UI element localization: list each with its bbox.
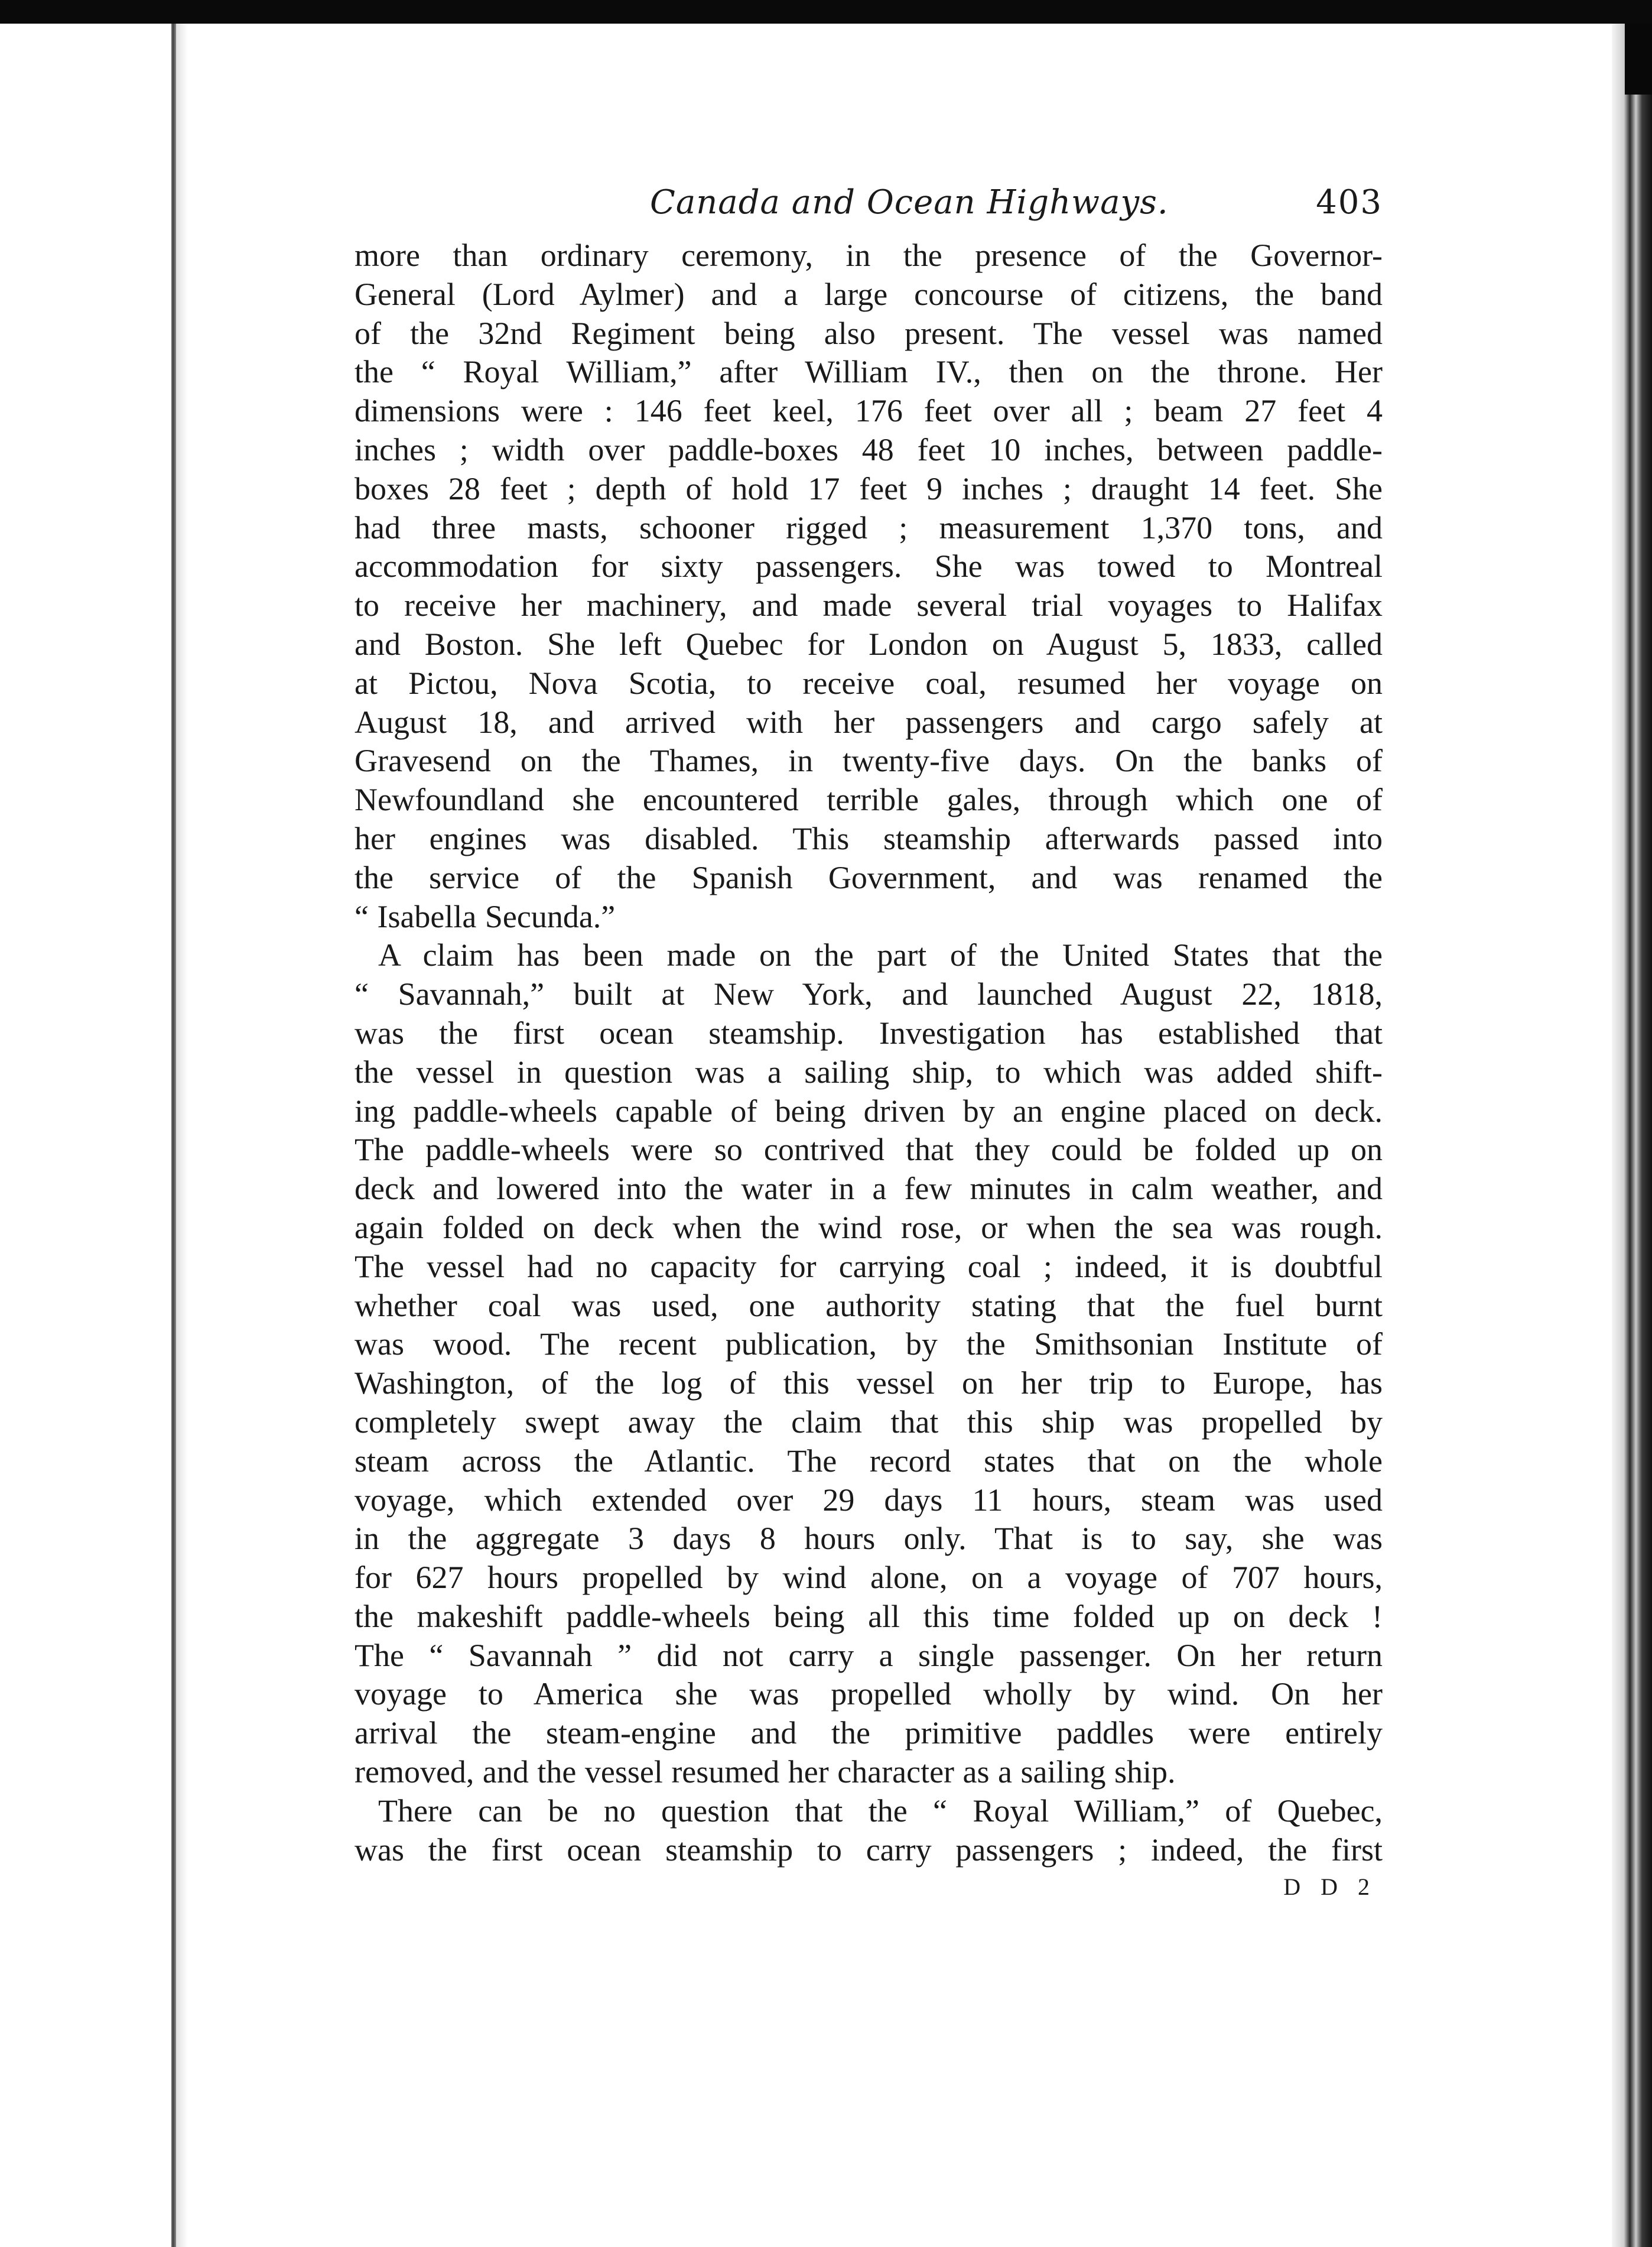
text-line: in the aggregate 3 days 8 hours only. That is to say, she was xyxy=(355,1521,1383,1557)
text-line: the “ Royal William,” after William IV., then on the throne. Her xyxy=(355,354,1383,390)
text-line: had three masts, schooner rigged ; measurement 1,370 tons, and xyxy=(355,509,1383,545)
text-line: voyage, which extended over 29 days 11 hours, steam was used xyxy=(355,1482,1383,1518)
scan-corner-artifact xyxy=(1625,24,1652,95)
running-title: Canada and Ocean Highways. xyxy=(650,183,1169,222)
paragraph-end-line: “ Isabella Secunda.” xyxy=(355,898,616,934)
text-line: again folded on deck when the wind rose, or when the sea was rough. xyxy=(355,1209,1383,1245)
text-line: General (Lord Aylmer) and a large concourse of citizens, the band xyxy=(355,276,1383,312)
text-line: Newfoundland she encountered terrible gales, through which one of xyxy=(355,782,1383,818)
text-line: Washington, of the log of this vessel on her trip to Europe, has xyxy=(355,1365,1383,1401)
text-line: was the first ocean steamship. Investigation has established that xyxy=(355,1015,1383,1051)
text-line: inches ; width over paddle-boxes 48 feet 10 inches, between paddle- xyxy=(355,431,1383,467)
running-head xyxy=(355,171,1383,236)
text-line: August 18, and arrived with her passengers and cargo safely at xyxy=(355,704,1383,740)
scan-left-page-edge xyxy=(171,24,176,2247)
text-line: accommodation for sixty passengers. She was towed to Montreal xyxy=(355,548,1383,585)
text-line: and Boston. She left Quebec for London on August 5, 1833, called xyxy=(355,626,1383,662)
text-line: completely swept away the claim that this ship was propelled by xyxy=(355,1404,1383,1440)
paragraph-start-line: A claim has been made on the part of the United States that the xyxy=(378,937,1383,973)
gutter-shadow xyxy=(176,24,188,2247)
signature-mark xyxy=(355,1869,1383,1905)
text-line: was wood. The recent publication, by the Smithsonian Institute of xyxy=(355,1326,1383,1362)
text-line: her engines was disabled. This steamship afterwards passed into xyxy=(355,820,1383,856)
text-line: ing paddle-wheels capable of being driven by an engine placed on deck. xyxy=(355,1093,1383,1129)
text-line: whether coal was used, one authority stating that the fuel burnt xyxy=(355,1287,1383,1323)
text-line: to receive her machinery, and made several trial voyages to Halifax xyxy=(355,587,1383,624)
text-line: more than ordinary ceremony, in the presence of the Governor- xyxy=(355,238,1383,273)
text-line: deck and lowered into the water in a few minutes in calm weather, and xyxy=(355,1171,1383,1207)
text-line: was the first ocean steamship to carry passengers ; indeed, the first xyxy=(355,1832,1383,1868)
paragraph-start-line: There can be no question that the “ Royal William,” of Quebec, xyxy=(378,1793,1383,1829)
text-line: the makeshift paddle-wheels being all this time folded up on deck ! xyxy=(355,1598,1383,1634)
text-line: for 627 hours propelled by wind alone, on a voyage of 707 hours, xyxy=(355,1560,1383,1596)
book-page xyxy=(355,171,1383,1905)
text-line: boxes 28 feet ; depth of hold 17 feet 9 inches ; draught 14 feet. She xyxy=(355,470,1383,506)
signature-mark-text: D D 2 xyxy=(1283,1873,1377,1901)
text-line: at Pictou, Nova Scotia, to receive coal, resumed her voyage on xyxy=(355,665,1383,701)
page-number: 403 xyxy=(1316,183,1383,222)
text-line: The “ Savannah ” did not carry a single passenger. On her return xyxy=(355,1637,1383,1673)
body-text xyxy=(355,236,1383,1869)
text-line: steam across the Atlantic. The record states that on the whole xyxy=(355,1443,1383,1479)
text-line: “ Savannah,” built at New York, and launched August 22, 1818, xyxy=(355,976,1383,1012)
text-line: the service of the Spanish Government, and was renamed the xyxy=(355,859,1383,895)
scan-top-border xyxy=(0,0,1652,24)
text-line: The paddle-wheels were so contrived that they could be folded up on xyxy=(355,1132,1383,1168)
text-line: The vessel had no capacity for carrying coal ; indeed, it is doubtful xyxy=(355,1248,1383,1284)
text-line: the vessel in question was a sailing ship, to which was added shift- xyxy=(355,1054,1383,1090)
text-line: dimensions were : 146 feet keel, 176 feet over all ; beam 27 feet 4 xyxy=(355,393,1383,429)
text-line: voyage to America she was propelled wholly by wind. On her xyxy=(355,1676,1383,1712)
text-line: Gravesend on the Thames, in twenty-five days. On the banks of xyxy=(355,743,1383,779)
text-line: of the 32nd Regiment being also present. The vessel was named xyxy=(355,315,1383,351)
scan-right-page-edge xyxy=(1612,24,1652,2247)
paragraph-end-line: removed, and the vessel resumed her character as a sailing ship. xyxy=(355,1754,1176,1790)
text-line: arrival the steam-engine and the primitive paddles were entirely xyxy=(355,1715,1383,1751)
